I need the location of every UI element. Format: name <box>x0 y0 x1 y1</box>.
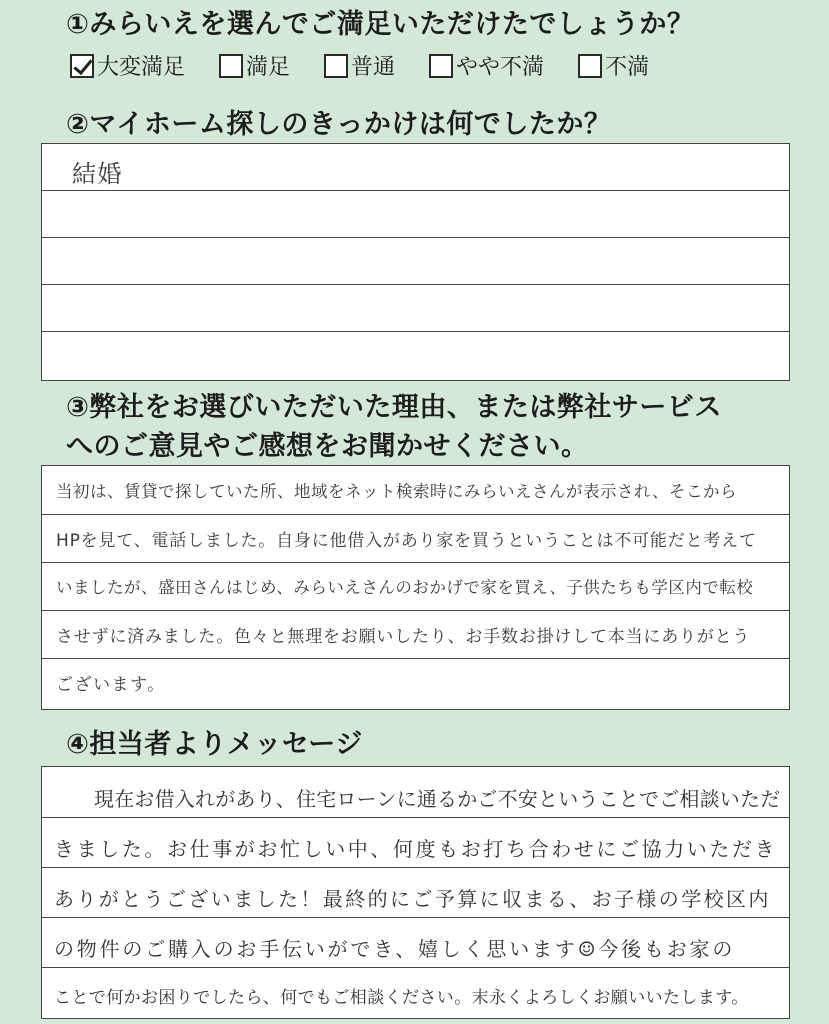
answer-line: ことで何かお困りでしたら、何でもご相談ください。末永くよろしくお願いいたします。 <box>54 988 749 1008</box>
question-3-heading <box>66 388 722 466</box>
answer-line: ありがとうございました！最終的にご予算に収まる、お子様の学校区内 <box>54 887 771 911</box>
ruled-line <box>42 562 789 563</box>
ruled-line <box>42 331 789 332</box>
question-1-heading: ①みらいえを選んでご満足いただけたでしょうか？ <box>66 9 695 40</box>
ruled-line <box>42 610 789 611</box>
answer-line: させずに済みました。色々と無理をお願いしたり、お手数お掛けして本当にありがとう <box>56 627 751 647</box>
answer-line: HPを見て、電話しました。自身に他借入があり家を買うということは不可能だと考えて <box>56 531 757 551</box>
checkbox-icon[interactable] <box>578 54 602 78</box>
satisfaction-options <box>70 50 649 81</box>
option-normal[interactable] <box>324 50 395 81</box>
ruled-line <box>42 658 789 659</box>
heading-line: ③弊社をお選びいただいた理由、または弊社サービス <box>66 392 722 423</box>
option-label: 大変満足 <box>97 55 186 80</box>
checkbox-checked-icon[interactable] <box>70 54 94 78</box>
answer-box-4 <box>41 766 790 1019</box>
answer-line: いましたが、盛田さんはじめ、みらいえさんのおかげで家を買え、子供たちも学区内で転校 <box>56 578 754 597</box>
option-label: 普通 <box>351 55 396 80</box>
option-dissatisfied[interactable] <box>578 50 649 81</box>
checkbox-icon[interactable] <box>219 54 243 78</box>
question-4-heading: ④担当者よりメッセージ <box>66 729 363 760</box>
checkbox-icon[interactable] <box>324 54 348 78</box>
checkbox-icon[interactable] <box>429 54 453 78</box>
option-label: 満足 <box>246 55 291 80</box>
heading-line: へのご意見やご感想をお聞かせください。 <box>66 431 589 462</box>
ruled-line <box>42 514 789 515</box>
answer-box-2 <box>41 143 790 381</box>
answer-line: ございます。 <box>56 675 166 695</box>
ruled-line <box>42 190 789 191</box>
option-label: 不満 <box>605 55 650 80</box>
answer-line: きました。お仕事がお忙しい中、何度もお打ち合わせにご協力いただき <box>54 837 778 861</box>
ruled-line <box>42 967 789 968</box>
option-very-satisfied[interactable] <box>70 50 185 81</box>
option-satisfied[interactable] <box>219 50 290 81</box>
option-label: やや不満 <box>456 55 545 80</box>
ruled-line <box>42 284 789 285</box>
answer-box-3 <box>41 465 790 710</box>
answer-text: 結婚 <box>72 160 123 188</box>
answer-line: 当初は、賃貸で探していた所、地域をネット検索時にみらいえさんが表示され、そこから <box>56 482 737 501</box>
ruled-line <box>42 867 789 868</box>
question-2-heading: ②マイホーム探しのきっかけは何でしたか？ <box>66 109 612 140</box>
ruled-line <box>42 237 789 238</box>
ruled-line <box>42 917 789 918</box>
answer-line: 現在お借入れがあり、住宅ローンに通るかご不安ということでご相談いただ <box>94 787 781 811</box>
answer-line: の物件のご購入のお手伝いができ、嬉しく思います☺今後もお家の <box>54 937 736 961</box>
ruled-line <box>42 817 789 818</box>
option-somewhat-dissatisfied[interactable] <box>429 50 544 81</box>
